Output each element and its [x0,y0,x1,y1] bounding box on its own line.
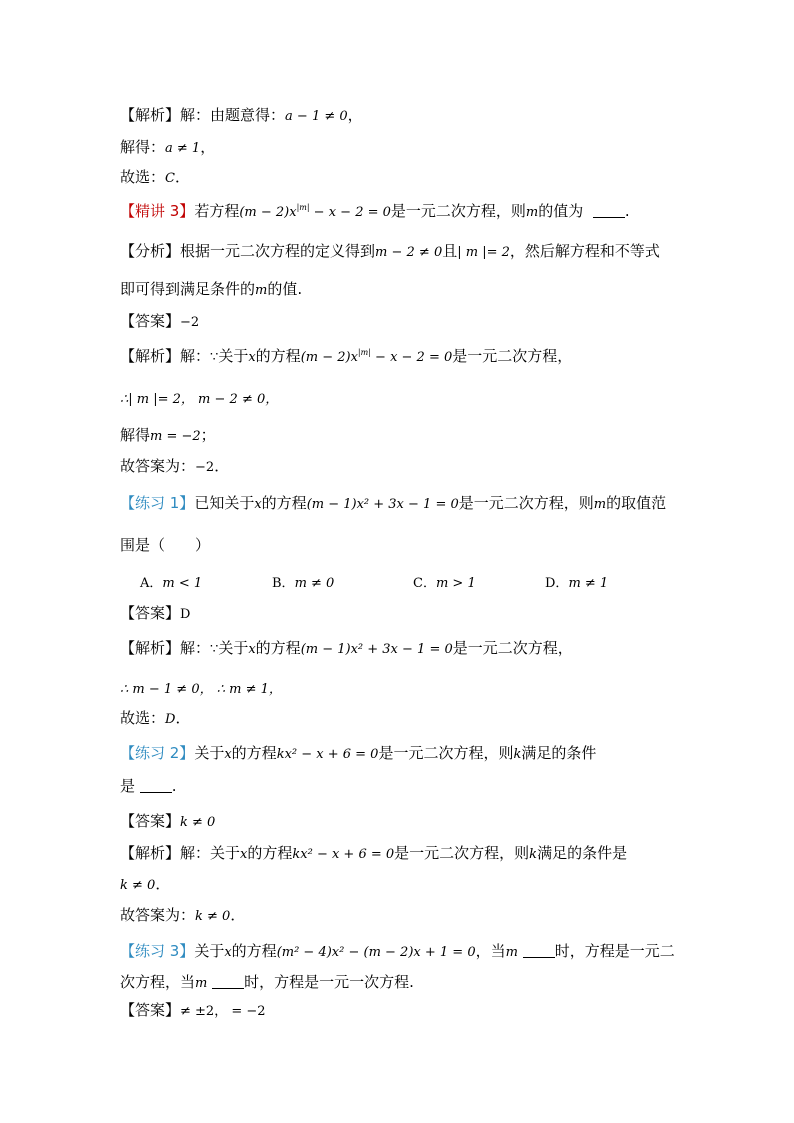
tag-solution: 【解析】 [120,844,181,862]
tag-solution: 【解析】 [120,639,181,657]
exercise-2-question-cont: 是 . [120,777,177,795]
option-b: B．m ≠ 0 [272,576,335,591]
solution-line-18: 故选：D． [120,709,191,727]
solution-line-9: ∴| m |= 2， m − 2 ≠ 0， [120,392,279,407]
tag-answer: 【答案】 [120,312,181,330]
solution-line-11: 故答案为：−2． [120,457,230,475]
tag-answer: 【答案】 [120,1001,181,1019]
solution-line-23: k ≠ 0． [120,875,171,893]
solution-line-10: 解得m = −2； [120,426,216,444]
tag-analysis: 【分析】 [120,242,181,260]
answer-blank [523,943,555,958]
solution-line-24: 故答案为：k ≠ 0． [120,906,246,924]
tag-answer: 【答案】 [120,604,181,622]
solution-line-2: 解得：a ≠ 1， [120,138,216,156]
exercise-1-question: 【练习 1】已知关于x的方程(m − 1)x² + 3x − 1 = 0是一元二次方程，则m的取值范 [120,494,667,512]
example-3-question: 【精讲 3】若方程$(m - 2)x^{|m|} - x - 2 = 0$是一元二次方程，则m的值为 . [120,202,630,220]
solution-line-16: 【解析】解：∵关于x的方程(m − 1)x² + 3x − 1 = 0是一元二次方程， [120,639,573,657]
tag-exercise-2: 【练习 2】 [120,744,195,762]
exercise-3-question-cont: 次方程，当m 时，方程是一元一次方程. [120,973,414,991]
answer-blank [212,974,244,989]
tag-exercise-1: 【练习 1】 [120,494,195,512]
analysis-line-6: 即可得到满足条件的m的值. [120,280,303,298]
answer-blank [140,778,172,793]
answer-blank [593,203,625,218]
option-d: D．m ≠ 1 [545,576,609,591]
tag-analysis: 【解析】 [120,106,181,124]
option-a: A．m < 1 [140,576,203,591]
answer-line-7: 【答案】−2 [120,312,200,330]
solution-line-8: 【解析】解：∵关于x的方程$(m - 2)x^{|m|} - x - 2 = 0$是一元二次方程， [120,347,573,365]
solution-line-17: ∴ m − 1 ≠ 0， ∴ m ≠ 1， [120,682,282,697]
tag-example-3: 【精讲 3】 [120,202,195,220]
tag-answer: 【答案】 [120,812,181,830]
answer-line-27: 【答案】≠ ±2， = −2 [120,1001,266,1019]
choice-line-3: 故选：C． [120,168,190,186]
exercise-3-question: 【练习 3】关于x的方程(m² − 4)x² − (m − 2)x + 1 = 0，当m 时，方程是一元二 [120,942,675,960]
option-c: C．m > 1 [413,576,476,591]
solution-line-22: 【解析】解：关于x的方程kx² − x + 6 = 0是一元二次方程，则k满足的条件是 [120,844,628,862]
answer-line-21: 【答案】k ≠ 0 [120,812,216,830]
analysis-line-5: 【分析】根据一元二次方程的定义得到m − 2 ≠ 0且| m |= 2，然后解方程和不等式 [120,242,660,260]
analysis-line-1: 【解析】解：由题意得：a − 1 ≠ 0， [120,106,363,124]
tag-exercise-3: 【练习 3】 [120,942,195,960]
answer-line-15: 【答案】D [120,604,191,622]
tag-solution: 【解析】 [120,347,181,365]
exercise-2-question: 【练习 2】关于x的方程kx² − x + 6 = 0是一元二次方程，则k满足的条件 [120,744,597,762]
exercise-1-question-cont: 围是（ ） [120,536,211,554]
